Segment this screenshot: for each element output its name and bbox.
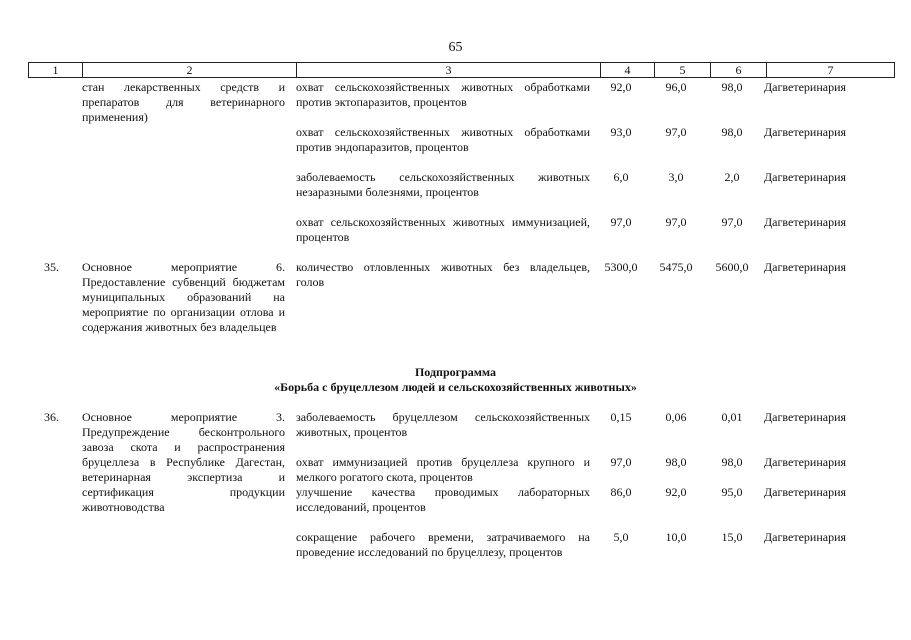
header-cell: 7	[827, 63, 834, 77]
header-cell: 4	[601, 63, 655, 77]
header-cell: 3	[297, 63, 601, 77]
indicator-value-3: 98,0	[721, 125, 743, 139]
indicator-value-1: 0,15	[610, 410, 632, 424]
indicator-value-3: 98,0	[721, 455, 743, 469]
indicator-text: охват иммунизацией против бруцеллеза крупного и мелкого рогатого скота, процентов	[296, 455, 590, 484]
indicator-value-2: 97,0	[665, 125, 687, 139]
indicator-text: заболеваемость сельскохозяйственных животных незаразными болезнями, процентов	[296, 170, 590, 199]
measure-name: Основное мероприятие 3. Предупреждение бесконтрольного завоза скота и распространения бруцеллеза в Республике Дагестан, ветеринарная экспертиза и сертификация продукции животноводства	[82, 410, 285, 514]
indicator-executor: Дагветеринария	[764, 530, 847, 544]
indicator-value-1: 5,0	[613, 530, 629, 544]
header-cell: 2	[83, 63, 297, 77]
indicator-value-2: 97,0	[665, 215, 687, 229]
indicator-value-1: 92,0	[610, 80, 632, 94]
indicator-value-1: 86,0	[610, 485, 632, 499]
header-cell: 6	[711, 63, 767, 77]
indicator-executor: Дагветеринария	[764, 215, 847, 229]
indicator-executor: Дагветеринария	[764, 125, 847, 139]
indicator-text: охват сельскохозяйственных животных обработками против эктопаразитов, процентов	[296, 80, 590, 109]
header-cell: 5	[655, 63, 711, 77]
indicator-value-2: 5475,0	[659, 260, 693, 274]
table-header	[28, 62, 895, 78]
subprogram-title: Подпрограмма	[414, 365, 497, 379]
subprogram-name: «Борьба с бруцеллезом людей и сельскохозяйственных животных»	[274, 380, 637, 394]
indicator-text: охват сельскохозяйственных животных иммунизацией, процентов	[296, 215, 590, 244]
indicator-value-3: 98,0	[721, 80, 743, 94]
header-cell: 1	[29, 63, 83, 77]
indicator-value-3: 97,0	[721, 215, 743, 229]
indicator-executor: Дагветеринария	[764, 485, 847, 499]
indicator-executor: Дагветеринария	[764, 80, 847, 94]
measure-name: стан лекарственных средств и препаратов для ветеринарного применения)	[82, 80, 285, 124]
indicator-value-3: 95,0	[721, 485, 743, 499]
indicator-text: заболеваемость бруцеллезом сельскохозяйственных животных, процентов	[296, 410, 590, 439]
indicator-value-1: 6,0	[613, 170, 629, 184]
row-number: 36.	[44, 410, 59, 424]
indicator-value-3: 15,0	[721, 530, 743, 544]
indicator-value-3: 5600,0	[715, 260, 749, 274]
indicator-value-2: 96,0	[665, 80, 687, 94]
indicator-text: количество отловленных животных без владельцев, голов	[296, 260, 590, 289]
row-number: 35.	[44, 260, 59, 274]
indicator-executor: Дагветеринария	[764, 260, 847, 274]
indicator-value-2: 10,0	[665, 530, 687, 544]
indicator-text: охват сельскохозяйственных животных обработками против эндопаразитов, процентов	[296, 125, 590, 154]
indicator-executor: Дагветеринария	[764, 455, 847, 469]
indicator-text: сокращение рабочего времени, затрачиваемого на проведение исследований по бруцеллезу, процентов	[296, 530, 590, 559]
indicator-executor: Дагветеринария	[764, 410, 847, 424]
indicator-value-1: 97,0	[610, 455, 632, 469]
indicator-value-2: 92,0	[665, 485, 687, 499]
indicator-value-1: 93,0	[610, 125, 632, 139]
indicator-value-2: 3,0	[668, 170, 684, 184]
indicator-value-1: 97,0	[610, 215, 632, 229]
page-number: 65	[448, 40, 463, 55]
indicator-value-2: 0,06	[665, 410, 687, 424]
indicator-value-2: 98,0	[665, 455, 687, 469]
indicator-text: улучшение качества проводимых лабораторных исследований, процентов	[296, 485, 590, 514]
measure-name: Основное мероприятие 6. Предоставление субвенций бюджетам муниципальных образований на мероприятие по организации отлова и содержания животных без владельцев	[82, 260, 285, 334]
indicator-value-3: 2,0	[724, 170, 740, 184]
indicator-value-1: 5300,0	[604, 260, 638, 274]
indicator-value-3: 0,01	[721, 410, 743, 424]
indicator-executor: Дагветеринария	[764, 170, 847, 184]
